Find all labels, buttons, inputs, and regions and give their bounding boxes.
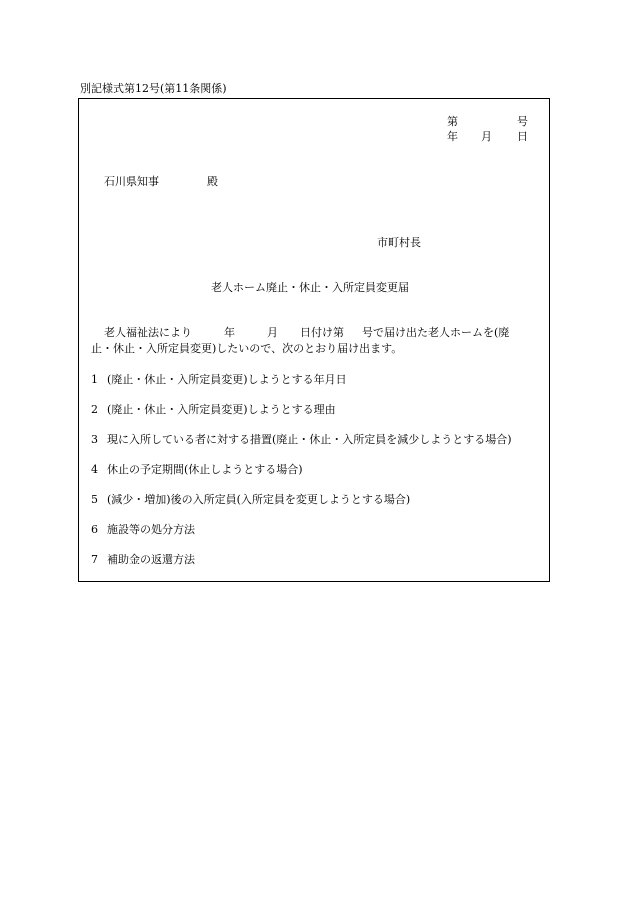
list-item — [91, 433, 512, 447]
sender-name: 市町村長 — [377, 236, 421, 249]
body-line-1-lead: 老人福祉法により — [104, 326, 192, 339]
item-text: 施設等の処分方法 — [107, 523, 195, 536]
body-line-1 — [104, 326, 509, 340]
item-text: (廃止・休止・入所定員変更)しようとする理由 — [107, 403, 336, 416]
number-prefix: 第 — [447, 115, 458, 128]
item-text: 現に入所している者に対する措置(廃止・休止・入所定員を減少しようとする場合) — [107, 433, 512, 446]
body-year: 年 — [224, 326, 235, 339]
list-item — [91, 373, 347, 387]
item-text: 休止の予定期間(休止しようとする場合) — [107, 463, 303, 476]
item-number: 3 — [91, 433, 98, 446]
item-number: 6 — [91, 523, 98, 536]
list-item — [91, 403, 336, 417]
body-line-2: 止・休止・入所定員変更)したいので、次のとおり届け出ます。 — [91, 342, 403, 355]
list-item — [91, 493, 410, 507]
form-frame — [78, 98, 550, 582]
addressee-name: 石川県知事 — [104, 175, 159, 188]
form-label: 別記様式第12号(第11条関係) — [80, 82, 227, 95]
item-text: (減少・増加)後の入所定員(入所定員を変更しようとする場合) — [107, 493, 411, 506]
date-year: 年 — [447, 130, 458, 143]
item-number: 7 — [91, 553, 98, 566]
date-day: 日 — [517, 130, 528, 143]
item-number: 4 — [91, 463, 98, 476]
list-item — [91, 553, 195, 567]
list-item — [91, 463, 303, 477]
addressee-honorific: 殿 — [207, 175, 218, 188]
item-number: 5 — [91, 493, 98, 506]
item-number: 1 — [91, 373, 98, 386]
body-date: 日付け第 — [300, 326, 344, 339]
date-month: 月 — [481, 130, 492, 143]
list-item — [91, 523, 195, 537]
item-number: 2 — [91, 403, 98, 416]
item-text: (廃止・休止・入所定員変更)しようとする年月日 — [107, 373, 347, 386]
body-line-1-tail: 号で届け出た老人ホームを(廃 — [362, 326, 510, 339]
document-title: 老人ホーム廃止・休止・入所定員変更届 — [211, 281, 409, 294]
body-month: 月 — [267, 326, 278, 339]
number-suffix: 号 — [517, 115, 528, 128]
item-text: 補助金の返還方法 — [107, 553, 195, 566]
